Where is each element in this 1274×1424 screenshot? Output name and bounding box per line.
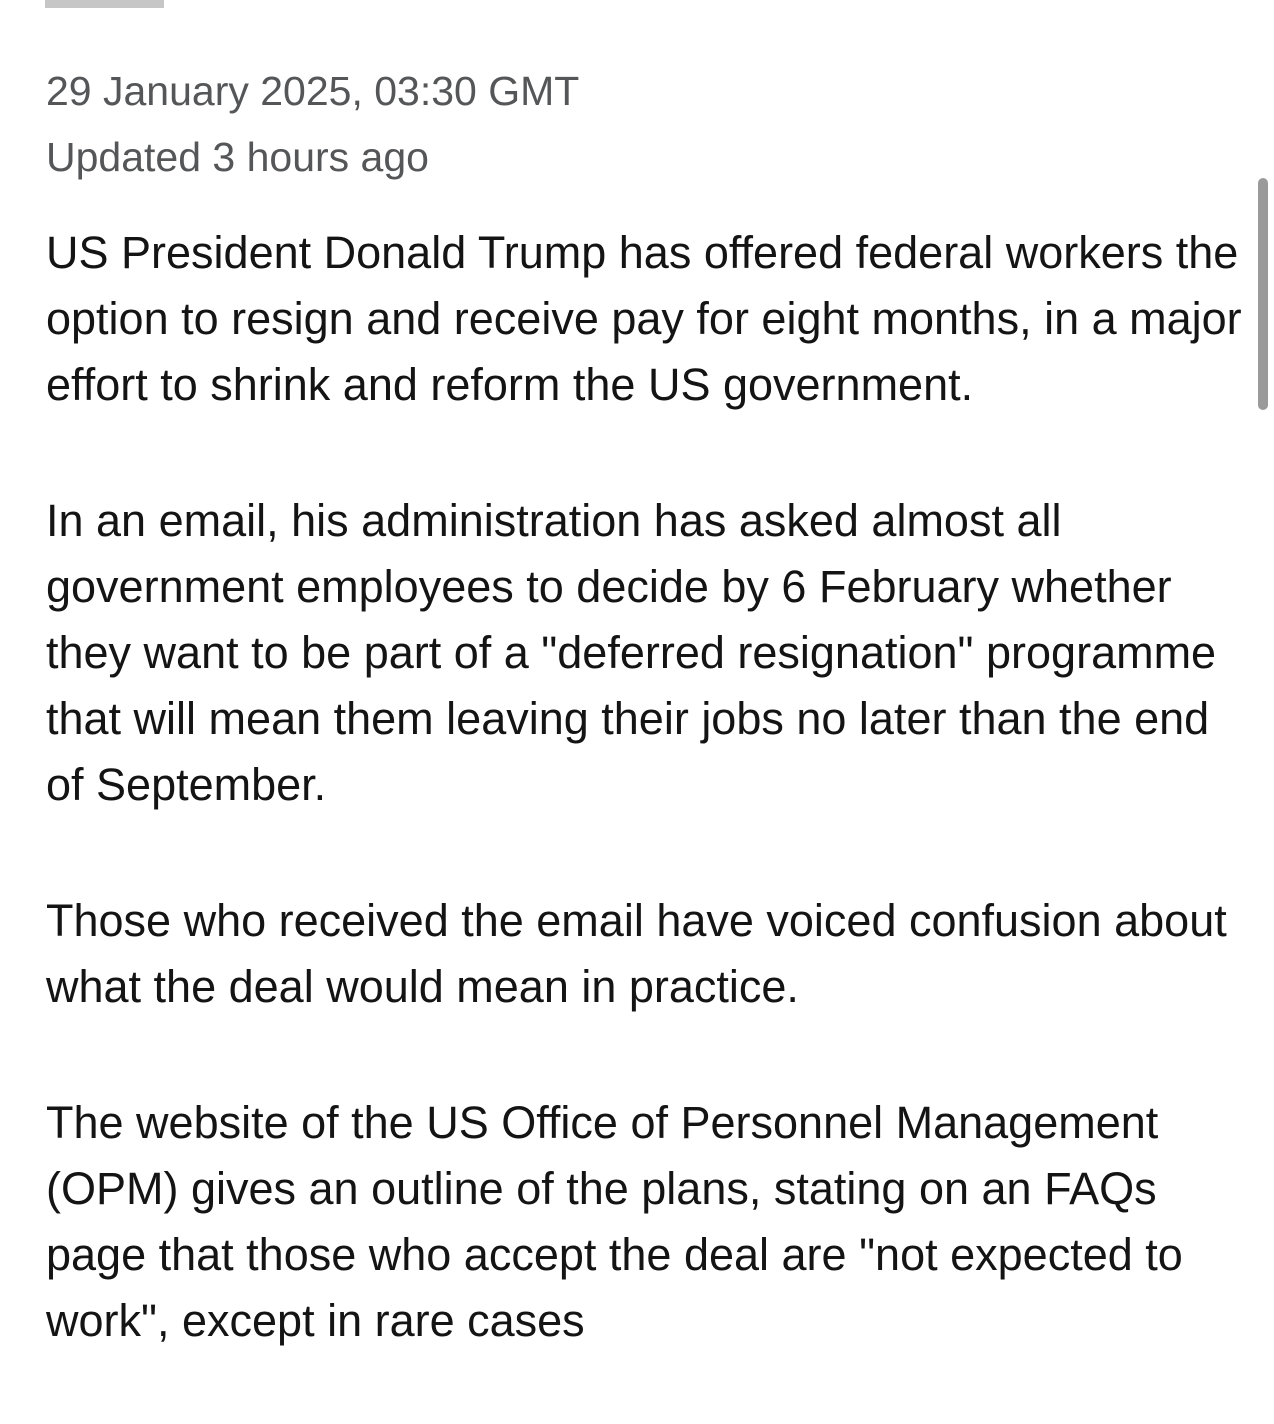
article-body — [46, 220, 1246, 1424]
publish-timestamp: 29 January 2025, 03:30 GMT — [46, 68, 580, 114]
top-divider — [45, 0, 164, 8]
article-paragraph: US President Donald Trump has offered federal workers the option to resign and receive pay for eight months, in a major effort to shrink and reform the US government. — [46, 227, 1242, 410]
scrollbar-thumb[interactable] — [1258, 178, 1268, 410]
updated-timestamp: Updated 3 hours ago — [46, 134, 429, 180]
article-paragraph: Those who received the email have voiced confusion about what the deal would mean in practice. — [46, 895, 1227, 1012]
article-meta — [46, 58, 579, 190]
article-paragraph: The website of the US Office of Personnel Management (OPM) gives an outline of the plans, stating on an FAQs page that those who accept the deal are "not expected to work", except in rare cases — [46, 1097, 1183, 1346]
article-paragraph: In an email, his administration has asked almost all government employees to decide by 6 February whether they want to be part of a "deferred resignation" programme that will mean them leaving their jobs no later than the end of September. — [46, 495, 1217, 810]
